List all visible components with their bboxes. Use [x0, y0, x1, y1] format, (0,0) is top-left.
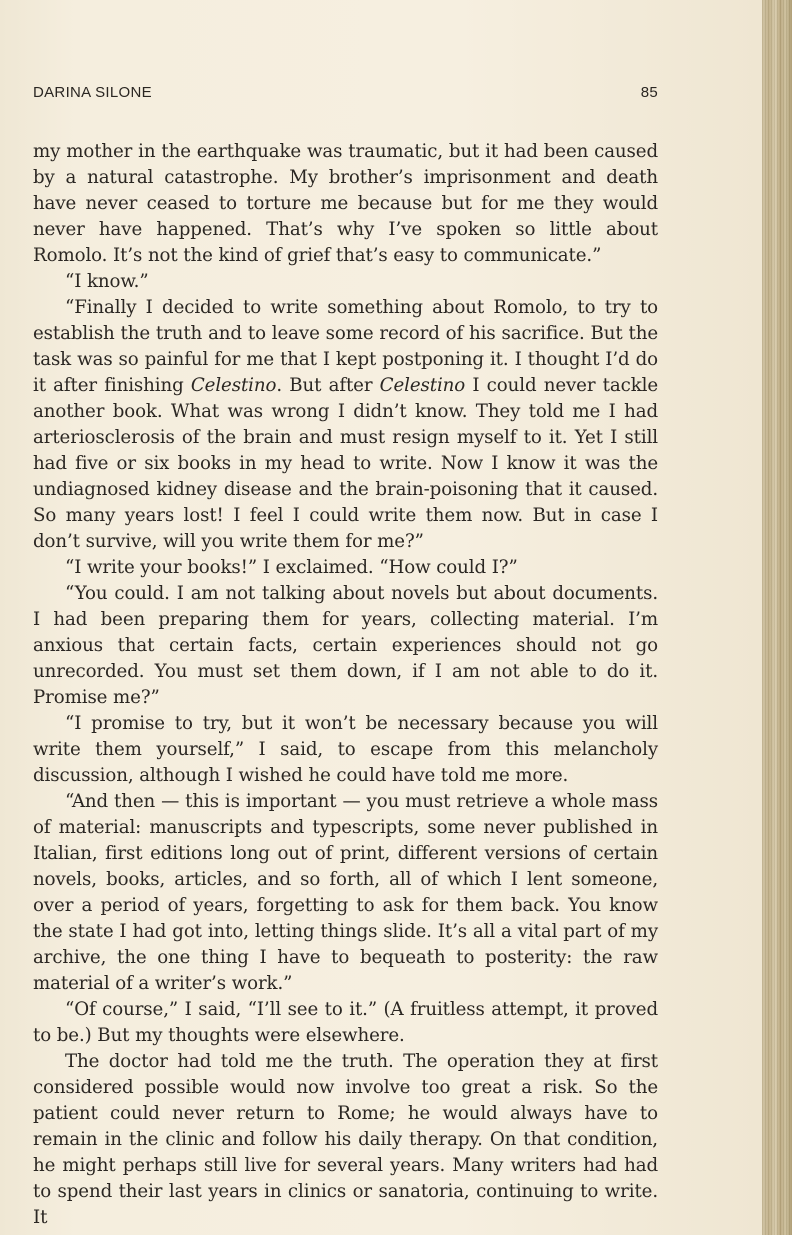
paragraph: “I know.” — [65, 271, 149, 292]
paragraph: “I write your books!” I exclaimed. “How could I?” — [65, 557, 518, 578]
running-head — [33, 84, 658, 104]
book-title-celestino: Celestino — [379, 375, 466, 396]
paragraph-text: “Finally I decided to write something about Romolo, to try to establish the truth and to leave some record of his sacrifice. But the task was so painful for me that I kept postponing it. I thought I’d do it after finishing — [33, 297, 658, 396]
book-title-celestino: Celestino — [190, 375, 277, 396]
paragraph-text: . But after — [276, 375, 380, 396]
paragraph-text: I could never tackle another book. What was wrong I didn’t know. They told me I had arteriosclerosis of the brain and must resign myself to it. Yet I still had five or six books in my head to write. Now I know it was the undiagnosed kidney disease and the brain-poisoning that it caused. So many years lost! I feel I could write them now. But in case I don’t survive, will you write them for me?” — [33, 375, 659, 552]
body-text — [33, 139, 658, 1231]
paragraph — [33, 295, 658, 555]
paragraph: “I promise to try, but it won’t be necessary because you will write them yourself,” I said, to escape from this melancholy discussion, although I wished he could have told me more. — [33, 713, 658, 786]
paragraph: “Of course,” I said, “I’ll see to it.” (A fruitless attempt, it proved to be.) But my thoughts were elsewhere. — [33, 999, 658, 1046]
paragraph: The doctor had told me the truth. The operation they at first considered possible would now involve too great a risk. So the patient could never return to Rome; he would always have to remain in the clinic and follow his daily therapy. On that condition, he might perhaps still live for several years. Many writers had had to spend their last years in clinics or sanatoria, continuing to write. It — [33, 1051, 658, 1228]
running-head-title: DARINA SILONE — [33, 84, 152, 101]
paragraph: my mother in the earthquake was traumatic, but it had been caused by a natural catastrophe. My brother’s imprisonment and death have never ceased to torture me because but for me they would never have happened. That’s why I’ve spoken so little about Romolo. It’s not the kind of grief that’s easy to communicate.” — [33, 141, 658, 266]
paragraph: “And then — this is important — you must retrieve a whole mass of material: manuscripts and typescripts, some never published in Italian, first editions long out of print, different versions of certain novels, books, articles, and so forth, all of which I lent someone, over a period of years, forgetting to ask for them back. You know the state I had got into, letting things slide. It’s all a vital part of my archive, the one thing I have to bequeath to posterity: the raw material of a writer’s work.” — [33, 791, 658, 994]
paragraph: “You could. I am not talking about novels but about documents. I had been preparing them for years, collecting material. I’m anxious that certain facts, certain experiences should not go unrecorded. You must set them down, if I am not able to do it. Promise me?” — [33, 583, 658, 708]
page-number: 85 — [640, 84, 658, 101]
page-edge — [762, 0, 792, 1235]
